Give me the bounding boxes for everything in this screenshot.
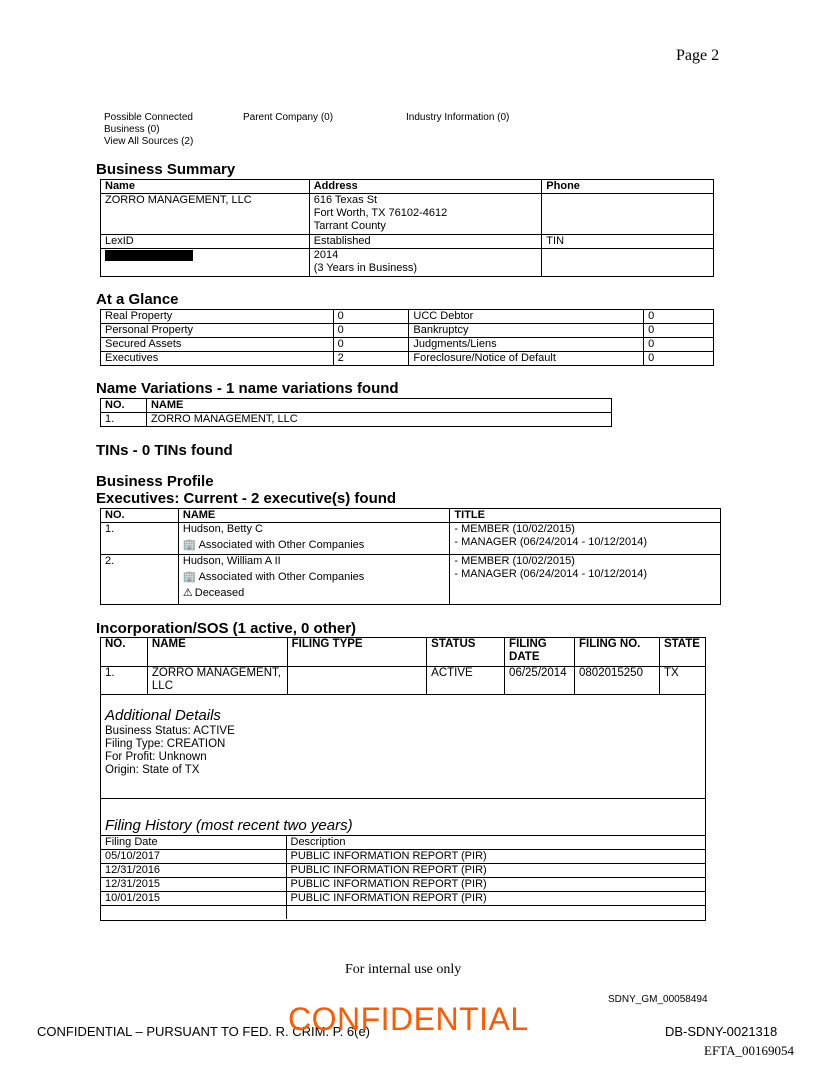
col-header-name: NAME (147, 638, 287, 667)
history-row (101, 878, 705, 892)
executive-row (101, 523, 721, 555)
established-year: 2014 (313, 249, 339, 261)
executive-title: - MEMBER (10/02/2015) (454, 555, 575, 567)
history-row (101, 892, 705, 906)
glance-row (101, 338, 714, 352)
glance-value: 2 (333, 352, 409, 366)
glance-label: UCC Debtor (409, 310, 644, 324)
name-variations-table (100, 398, 612, 427)
address-line: 616 Texas St (313, 194, 378, 206)
executive-name-cell (178, 523, 450, 555)
history-desc: PUBLIC INFORMATION REPORT (PIR) (286, 850, 705, 864)
glance-row (101, 310, 714, 324)
at-a-glance-table (100, 309, 714, 366)
history-desc: PUBLIC INFORMATION REPORT (PIR) (286, 892, 705, 906)
years-in-business: (3 Years in Business) (313, 262, 418, 274)
col-header-filing-date: FILING DATE (505, 638, 575, 667)
col-header-name: NAME (146, 399, 611, 413)
history-empty-cell (286, 906, 705, 919)
address-line: Fort Worth, TX 76102-4612 (313, 207, 448, 219)
business-address (309, 194, 542, 235)
address-line: Tarrant County (313, 220, 386, 232)
glance-value: 0 (644, 352, 714, 366)
col-header-name: NAME (178, 509, 450, 523)
col-header-no: NO. (101, 638, 148, 667)
glance-label: Real Property (101, 310, 334, 324)
deceased-flag (183, 587, 446, 600)
table-row (101, 413, 612, 427)
row-no: 1. (101, 523, 179, 555)
row-filing-date: 06/25/2014 (505, 667, 575, 695)
col-header-filing-no: FILING NO. (575, 638, 660, 667)
glance-value: 0 (333, 324, 409, 338)
glance-value: 0 (644, 310, 714, 324)
row-state: TX (659, 667, 705, 695)
filing-history-heading: Filing History (most recent two years) (105, 817, 353, 834)
history-empty-cell (101, 906, 286, 919)
row-status: ACTIVE (427, 667, 505, 695)
section-heading-executives: Executives: Current - 2 executive(s) found (96, 490, 397, 507)
building-icon: 🏢 (182, 571, 197, 583)
executive-title-cell (450, 555, 721, 605)
row-filing-type (287, 667, 427, 695)
section-heading-at-a-glance: At a Glance (96, 291, 179, 308)
warning-icon: ⚠ (182, 587, 193, 599)
detail-line: Filing Type: CREATION (105, 738, 226, 750)
col-header-name: Name (101, 180, 310, 194)
row-name: ZORRO MANAGEMENT, LLC (146, 413, 611, 427)
col-header-phone: Phone (542, 180, 714, 194)
source-link-line: Possible Connected (104, 112, 193, 123)
row-name: ZORRO MANAGEMENT, LLC (147, 667, 287, 695)
col-header-lexid: LexID (101, 235, 310, 249)
executive-title: - MANAGER (06/24/2014 - 10/12/2014) (454, 536, 648, 548)
col-header-no: NO. (101, 509, 179, 523)
incorporation-row (101, 667, 706, 695)
history-date: 12/31/2016 (101, 864, 286, 878)
executive-name[interactable]: Hudson, William A II (182, 555, 281, 567)
col-header-status: STATUS (427, 638, 505, 667)
executive-title: - MANAGER (06/24/2014 - 10/12/2014) (454, 568, 648, 580)
executives-table (100, 508, 721, 605)
confidential-stamp: CONFIDENTIAL (288, 1001, 529, 1037)
row-no: 1. (101, 667, 148, 695)
filing-history (101, 799, 706, 921)
col-header-no: NO. (101, 399, 147, 413)
section-heading-name-variations: Name Variations - 1 name variations found (96, 380, 399, 397)
row-no: 2. (101, 555, 179, 605)
history-date: 12/31/2015 (101, 878, 286, 892)
col-header-address: Address (309, 180, 542, 194)
redaction-block (105, 250, 193, 261)
associated-label: Associated with Other Companies (198, 539, 365, 551)
established-value (309, 249, 542, 277)
glance-label: Secured Assets (101, 338, 334, 352)
confidential-footer: CONFIDENTIAL – PURSUANT TO FED. R. CRIM. P. 6(e) (37, 1024, 371, 1039)
page-number: Page 2 (676, 47, 720, 64)
tin-value (542, 249, 714, 277)
bates-sdny-gm: SDNY_GM_00058494 (608, 994, 708, 1005)
glance-value: 0 (644, 338, 714, 352)
col-header-established: Established (309, 235, 542, 249)
source-link-industry-info[interactable]: Industry Information (0) (406, 112, 510, 123)
bates-efta: EFTA_00169054 (704, 1043, 794, 1058)
source-link-line: Business (0) (104, 124, 160, 135)
executive-name[interactable]: Hudson, Betty C (182, 523, 263, 535)
col-header-description: Description (286, 836, 705, 850)
glance-value: 0 (644, 324, 714, 338)
glance-row (101, 352, 714, 366)
history-desc: PUBLIC INFORMATION REPORT (PIR) (286, 878, 705, 892)
col-header-filing-type: FILING TYPE (287, 638, 427, 667)
glance-label: Foreclosure/Notice of Default (409, 352, 644, 366)
executive-row (101, 555, 721, 605)
incorporation-table (100, 637, 706, 921)
col-header-tin: TIN (542, 235, 714, 249)
lexid-value (101, 249, 310, 277)
executive-name-cell (178, 555, 450, 605)
business-summary-table (100, 179, 714, 277)
deceased-label: Deceased (194, 587, 245, 599)
associated-label: Associated with Other Companies (198, 571, 365, 583)
glance-label: Judgments/Liens (409, 338, 644, 352)
source-link-parent-company[interactable]: Parent Company (0) (243, 112, 334, 123)
building-icon: 🏢 (182, 539, 197, 551)
business-phone (542, 194, 714, 235)
section-heading-business-profile: Business Profile (96, 473, 214, 490)
filing-history-table (101, 835, 705, 919)
executive-title: - MEMBER (10/02/2015) (454, 523, 575, 535)
col-header-state: STATE (659, 638, 705, 667)
glance-value: 0 (333, 310, 409, 324)
history-date: 10/01/2015 (101, 892, 286, 906)
section-heading-incorporation: Incorporation/SOS (1 active, 0 other) (96, 620, 357, 637)
additional-details-heading: Additional Details (105, 707, 221, 724)
history-row (101, 864, 705, 878)
glance-label: Bankruptcy (409, 324, 644, 338)
glance-label: Executives (101, 352, 334, 366)
history-desc: PUBLIC INFORMATION REPORT (PIR) (286, 864, 705, 878)
additional-details (101, 695, 706, 799)
executive-title-cell (450, 523, 721, 555)
detail-line: Origin: State of TX (105, 764, 200, 776)
detail-line: Business Status: ACTIVE (105, 725, 235, 737)
col-header-title: TITLE (450, 509, 721, 523)
bates-db-sdny: DB-SDNY-0021318 (665, 1024, 778, 1039)
glance-row (101, 324, 714, 338)
source-link-connected-business[interactable] (104, 112, 193, 136)
glance-label: Personal Property (101, 324, 334, 338)
row-no: 1. (101, 413, 147, 427)
source-link-view-all[interactable]: View All Sources (2) (104, 136, 194, 147)
detail-line: For Profit: Unknown (105, 751, 207, 763)
associated-companies-link[interactable] (183, 539, 446, 552)
history-row (101, 850, 705, 864)
internal-use-note: For internal use only (345, 962, 462, 977)
row-filing-no: 0802015250 (575, 667, 660, 695)
history-date: 05/10/2017 (101, 850, 286, 864)
glance-value: 0 (333, 338, 409, 352)
associated-companies-link[interactable] (183, 571, 446, 584)
business-name: ZORRO MANAGEMENT, LLC (101, 194, 310, 235)
col-header-filing-date: Filing Date (101, 836, 286, 850)
section-heading-tins: TINs - 0 TINs found (96, 442, 233, 459)
section-heading-business-summary: Business Summary (96, 161, 236, 178)
